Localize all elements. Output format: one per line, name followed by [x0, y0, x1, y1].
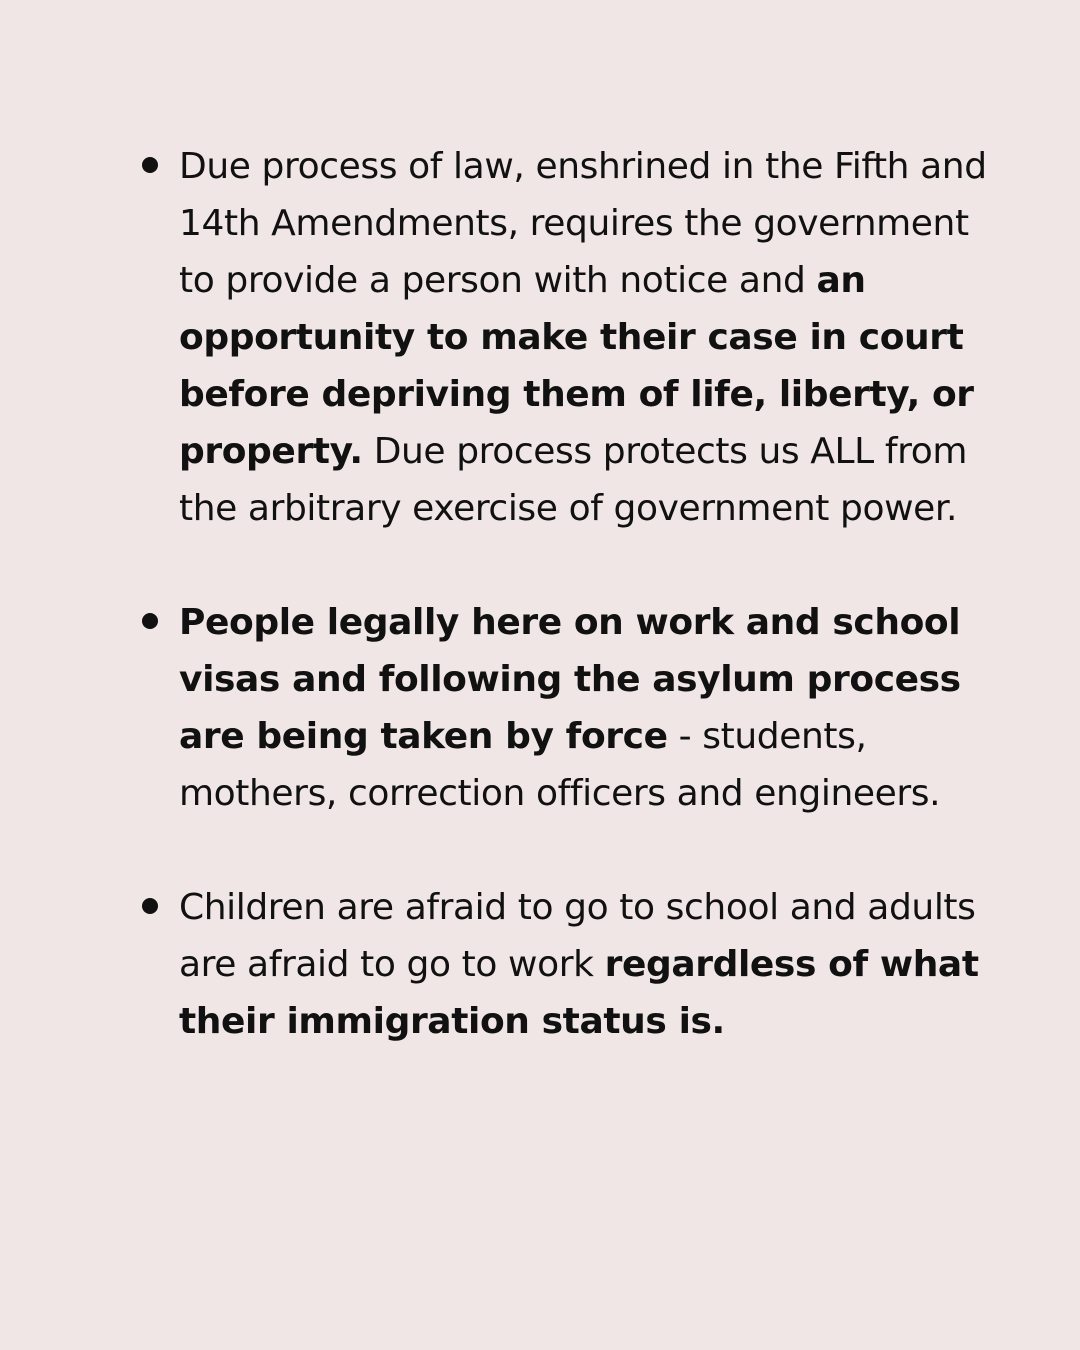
bullet-text-plain: Due process protects us ALL from the arbitrary exercise of government power.: [179, 431, 968, 529]
bullet-dot-icon: [142, 157, 158, 173]
bullet-text-bold: an opportunity to make their case in court before depriving them of life, liberty, or property.: [179, 260, 974, 472]
bullet-text-plain: Due process of law, enshrined in the Fifth and 14th Amendments, requires the government to provide a person with notice and: [179, 146, 987, 301]
bullet-dot-icon: [142, 898, 158, 914]
bullet-item-fear: [140, 879, 990, 1050]
bullet-text-plain: - students, mothers, correction officers and engineers.: [179, 716, 941, 814]
bullet-text-bold: regardless of what their immigration status is.: [179, 944, 979, 1042]
bullet-text-plain: Children are afraid to go to school and adults are afraid to go to work: [179, 887, 976, 985]
bullet-text-bold: People legally here on work and school visas and following the asylum process are being taken by force: [179, 602, 961, 757]
bullet-item-legal-residents: [140, 594, 990, 822]
bullet-dot-icon: [142, 613, 158, 629]
bullet-item-due-process: [140, 138, 990, 537]
bullet-list: [140, 138, 990, 1050]
